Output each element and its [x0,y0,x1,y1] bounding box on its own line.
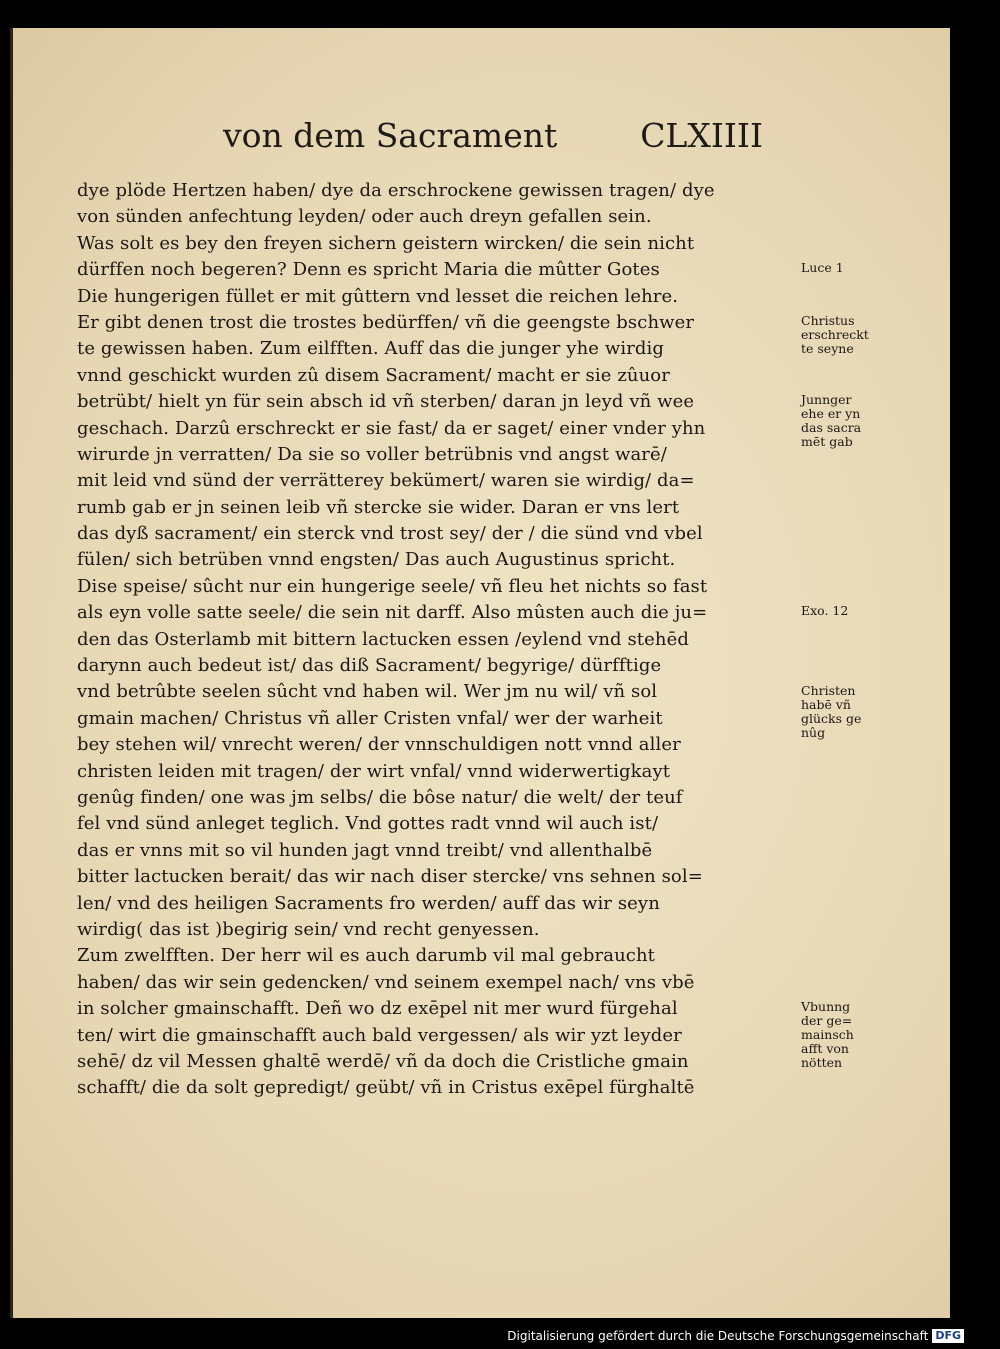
marginal-note: Christus erschreckt te seyne [801,313,869,356]
dfg-logo: DFG [932,1329,964,1343]
running-header [223,116,763,156]
text-line: schafft/ die da solt gepredigt/ geübt/ vñ in Cristus exēpel fürghaltē [77,1077,695,1099]
text-line: Dise speise/ sûcht nur ein hungerige seele/ vñ fleu het nichts so fast [77,575,708,597]
text-line: bey stehen wil/ vnrecht weren/ der vnnschuldigen nott vnnd aller [77,734,681,756]
text-line: genûg finden/ one was jm selbs/ die bôse natur/ die welt/ der teuf [77,786,683,808]
text-line: darynn auch bedeut ist/ das diß Sacrament/ begyrige/ dürfftige [77,655,662,677]
text-line: wirdig( das ist )begirig sein/ vnd recht genyessen. [77,918,540,940]
text-line: haben/ das wir sein gedencken/ vnd seinem exempel nach/ vns vbē [77,971,695,993]
text-line: Er gibt denen trost die trostes bedürffen/ vñ die geengste bschwer [77,311,695,333]
body-text [77,178,869,1102]
text-line: betrübt/ hielt yn für sein absch id vñ sterben/ daran jn leyd vñ wee [77,391,695,413]
margin-notes [801,178,891,1102]
text-line: den das Osterlamb mit bittern lactucken essen /eylend vnd stehēd [77,628,689,650]
text-line: bitter lactucken berait/ das wir nach diser stercke/ vns sehnen sol= [77,866,703,888]
text-line: fel vnd sünd anleget teglich. Vnd gottes radt vnnd wil auch ist/ [77,813,659,835]
book-page [10,28,950,1318]
text-line: das er vnns mit so vil hunden jagt vnnd treibt/ vnd allenthalbē [77,839,653,861]
text-line: vnnd geschickt wurden zû disem Sacrament/ macht er sie zûuor [77,364,670,386]
text-line: von sünden anfechtung leyden/ oder auch dreyn gefallen sein. [77,206,652,228]
text-line: dye plöde Hertzen haben/ dye da erschrockene gewissen tragen/ dye [77,180,715,201]
text-line: wirurde jn verratten/ Da sie so voller betrübnis vnd angst warē/ [77,443,667,465]
text-line: sehē/ dz vil Messen ghaltē werdē/ vñ da doch die Cristliche gmain [77,1050,689,1072]
marginal-note: Luce 1 [801,260,844,276]
funding-credit: Digitalisierung gefördert durch die Deutsche Forschungsgemeinschaft [507,1329,929,1343]
text-line: te gewissen haben. Zum eilfften. Auff das die junger yhe wirdig [77,338,665,360]
text-line: Die hungerigen füllet er mit gûttern vnd lesset die reichen lehre. [77,285,679,307]
text-line: dürffen noch begeren? Denn es spricht Maria die mûtter Gotes [77,259,660,281]
running-title: von dem Sacrament [223,116,558,155]
marginal-note: Christen habē vñ glücks ge nûg [801,682,862,740]
text-line: gmain machen/ Christus vñ aller Cristen vnfal/ wer der warheit [77,707,663,729]
text-line: ten/ wirt die gmainschafft auch bald vergessen/ als wir yzt leyder [77,1024,682,1046]
marginal-note: Vbunng der ge= mainsch afft von nötten [801,999,854,1071]
text-line: als eyn volle satte seele/ die sein nit darff. Also mûsten auch die ju= [77,602,708,624]
text-line: das dyß sacrament/ ein sterck vnd trost sey/ der / die sünd vnd vbel [77,523,703,545]
footer [507,1329,964,1343]
text-line: in solcher gmainschafft. Deñ wo dz exēpel nit mer wurd fürgehal [77,998,678,1020]
text-line: fülen/ sich betrüben vnnd engsten/ Das auch Augustinus spricht. [77,549,676,571]
text-line: rumb gab er jn seinen leib vñ stercke sie wider. Daran er vns lert [77,496,680,518]
folio-number: CLXIIII [640,116,763,155]
text-line: vnd betrûbte seelen sûcht vnd haben wil. Wer jm nu wil/ vñ sol [77,681,658,703]
text-line: geschach. Darzû erschreckt er sie fast/ da er saget/ einer vnder yhn [77,417,706,439]
marginal-note: Exo. 12 [801,603,849,619]
text-line: mit leid vnd sünd der verrätterey bekümert/ waren sie wirdig/ da= [77,470,695,492]
text-line: Zum zwelfften. Der herr wil es auch darumb vil mal gebraucht [77,945,655,967]
text-line: Was solt es bey den freyen sichern geistern wircken/ die sein nicht [77,232,695,254]
marginal-note: Junnger ehe er yn das sacra mēt gab [801,392,862,450]
text-line: christen leiden mit tragen/ der wirt vnfal/ vnnd widerwertigkayt [77,760,671,782]
text-line: len/ vnd des heiligen Sacraments fro werden/ auff das wir seyn [77,892,660,914]
